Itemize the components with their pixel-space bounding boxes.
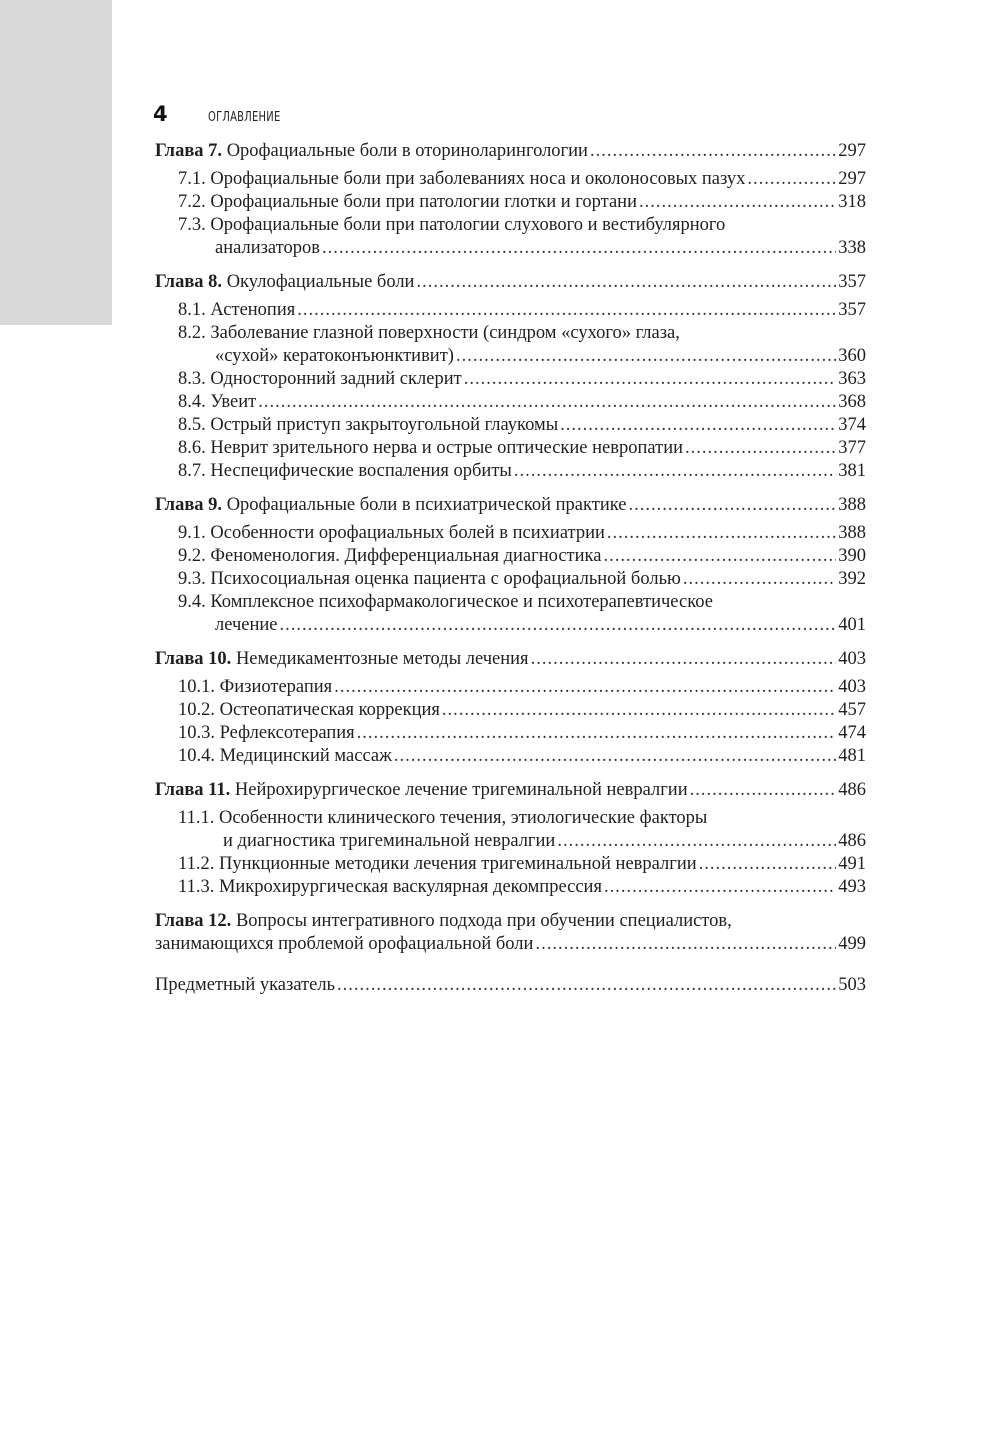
dot-leader (258, 391, 836, 414)
page-number: 4 (153, 102, 168, 126)
dot-leader (690, 779, 837, 802)
page-ref: 363 (838, 369, 866, 389)
dot-leader (683, 568, 836, 591)
dot-leader (357, 722, 837, 745)
chapter-label: Глава 12. (155, 911, 232, 931)
index-title: Предметный указатель (155, 975, 336, 995)
section-number: 10.3. (178, 723, 215, 743)
section-number: 9.3. (178, 569, 206, 589)
toc-entry[interactable] (155, 853, 866, 876)
section-title: Заболевание глазной поверхности (синдром «сухого» глаза, (210, 323, 680, 343)
dot-leader (603, 545, 836, 568)
dot-leader (557, 830, 836, 853)
chapter-label: Глава 10. (155, 649, 232, 669)
page-ref: 491 (838, 854, 866, 874)
dot-leader (531, 648, 837, 671)
chapter-label: Глава 9. (155, 495, 223, 515)
section-number: 8.7. (178, 461, 206, 481)
dot-leader (337, 974, 836, 997)
page-ref: 297 (838, 141, 866, 161)
section-number: 10.2. (178, 700, 215, 720)
toc-entry[interactable] (155, 299, 866, 322)
chapter-title: Нейрохирургическое лечение тригеминальной невралгии (234, 780, 688, 800)
dot-leader (464, 368, 837, 391)
toc-chapter-8 (155, 271, 866, 483)
chapter-label: Глава 7. (155, 141, 223, 161)
toc-chapter-11 (155, 779, 866, 899)
section-number: 7.2. (178, 192, 206, 212)
running-title: ОГЛАВЛЕНИЕ (207, 110, 281, 125)
toc-entry[interactable] (155, 414, 866, 437)
page-ref: 392 (838, 569, 866, 589)
section-title: Особенности орофациальных болей в психиатрии (210, 523, 605, 543)
page-ref: 357 (838, 272, 866, 292)
section-title: Увеит (210, 392, 257, 412)
dot-leader (747, 168, 836, 191)
section-number: 10.1. (178, 677, 215, 697)
section-title-continued: анализаторов (215, 238, 320, 258)
section-number: 8.6. (178, 438, 206, 458)
page-ref: 390 (838, 546, 866, 566)
section-number: 9.4. (178, 592, 206, 612)
chapter-title: Немедикаментозные методы лечения (235, 649, 529, 669)
toc-entry[interactable] (155, 271, 866, 294)
section-title: Психосоциальная оценка пациента с орофациальной болью (210, 569, 681, 589)
toc-entry[interactable] (155, 522, 866, 545)
section-title: Орофациальные боли при патологии слухового и вестибулярного (210, 215, 726, 235)
toc-entry[interactable] (155, 807, 866, 853)
dot-leader (456, 345, 836, 368)
page-ref: 474 (838, 723, 866, 743)
section-number: 9.1. (178, 523, 206, 543)
page-header (153, 102, 293, 126)
section-title: Остеопатическая коррекция (219, 700, 440, 720)
dot-leader (297, 299, 836, 322)
toc-entry-index[interactable] (155, 974, 866, 997)
toc-chapter-10 (155, 648, 866, 768)
toc-entry[interactable] (155, 591, 866, 637)
section-number: 8.1. (178, 300, 206, 320)
dot-leader (280, 614, 837, 637)
page-ref: 377 (838, 438, 866, 458)
section-number: 8.3. (178, 369, 206, 389)
toc-entry[interactable] (155, 779, 866, 802)
toc-entry[interactable] (155, 494, 866, 517)
toc-entry[interactable] (155, 699, 866, 722)
dot-leader (699, 853, 837, 876)
section-title: Феноменология. Дифференциальная диагностика (210, 546, 602, 566)
page-ref: 338 (838, 238, 866, 258)
section-title: Односторонний задний склерит (210, 369, 462, 389)
section-title: Пункционные методики лечения тригеминальной невралгии (218, 854, 697, 874)
dot-leader (604, 876, 836, 899)
toc-chapter-7 (155, 140, 866, 260)
section-number: 10.4. (178, 746, 215, 766)
page-ref: 388 (838, 523, 866, 543)
chapter-title: Вопросы интегративного подхода при обучении специалистов, (235, 911, 732, 931)
page-ref: 499 (838, 934, 866, 954)
chapter-label: Глава 11. (155, 780, 231, 800)
section-number: 7.3. (178, 215, 206, 235)
dot-leader (394, 745, 836, 768)
toc-entry[interactable] (155, 437, 866, 460)
section-title: Неврит зрительного нерва и острые оптические невропатии (210, 438, 683, 458)
chapter-title-continued: занимающихся проблемой орофациальной боли (155, 934, 534, 954)
page-ref: 388 (838, 495, 866, 515)
chapter-label: Глава 8. (155, 272, 223, 292)
toc-entry[interactable] (155, 568, 866, 591)
toc-entry[interactable] (155, 391, 866, 414)
section-title: Орофациальные боли при патологии глотки и гортани (210, 192, 637, 212)
section-number: 11.1. (178, 808, 215, 828)
toc-entry[interactable] (155, 722, 866, 745)
dot-leader (685, 437, 836, 460)
page-ref: 318 (838, 192, 866, 212)
toc-entry[interactable] (155, 676, 866, 699)
page-ref: 457 (838, 700, 866, 720)
section-title-continued: «сухой» кератоконъюнктивит) (215, 346, 454, 366)
dot-leader (560, 414, 836, 437)
toc-entry[interactable] (155, 460, 866, 483)
toc-entry[interactable] (155, 168, 866, 191)
section-number: 11.3. (178, 877, 215, 897)
toc-entry[interactable] (155, 648, 866, 671)
page-ref: 403 (838, 677, 866, 697)
toc-entry[interactable] (155, 545, 866, 568)
dot-leader (322, 237, 836, 260)
toc-chapter-9 (155, 494, 866, 637)
page-ref: 357 (838, 300, 866, 320)
section-title: Неспецифические воспаления орбиты (210, 461, 512, 481)
chapter-title: Орофациальные боли в психиатрической практике (226, 495, 627, 515)
page-ref: 503 (838, 975, 866, 995)
dot-leader (590, 140, 836, 163)
page-ref: 297 (838, 169, 866, 189)
page-ref: 381 (838, 461, 866, 481)
section-title: Рефлексотерапия (219, 723, 355, 743)
section-title: Физиотерапия (219, 677, 333, 697)
section-title: Микрохирургическая васкулярная декомпрессия (218, 877, 602, 897)
toc-entry[interactable] (155, 140, 866, 163)
dot-leader (629, 494, 837, 517)
toc-entry[interactable] (155, 910, 866, 956)
page-ref: 481 (838, 746, 866, 766)
dot-leader (514, 460, 836, 483)
page-ref: 486 (838, 831, 866, 851)
toc-entry[interactable] (155, 876, 866, 899)
toc-entry[interactable] (155, 191, 866, 214)
section-number: 8.2. (178, 323, 206, 343)
dot-leader (639, 191, 836, 214)
page-ref: 486 (838, 780, 866, 800)
page-ref: 360 (838, 346, 866, 366)
dot-leader (334, 676, 836, 699)
section-title: Острый приступ закрытоугольной глаукомы (210, 415, 559, 435)
dot-leader (416, 271, 836, 294)
section-title: Особенности клинического течения, этиологические факторы (218, 808, 708, 828)
section-title-continued: и диагностика тригеминальной невралгии (223, 831, 556, 851)
section-number: 9.2. (178, 546, 206, 566)
toc-entry[interactable] (155, 322, 866, 368)
dot-leader (535, 933, 836, 956)
toc-chapter-12 (155, 910, 866, 956)
toc-entry[interactable] (155, 214, 866, 260)
page-ref: 374 (838, 415, 866, 435)
section-title: Астенопия (210, 300, 296, 320)
toc-entry[interactable] (155, 368, 866, 391)
side-tab-marker (0, 0, 112, 325)
page-ref: 403 (838, 649, 866, 669)
section-number: 8.4. (178, 392, 206, 412)
page-ref: 401 (838, 615, 866, 635)
page-ref: 493 (838, 877, 866, 897)
section-title-continued: лечение (215, 615, 278, 635)
section-number: 7.1. (178, 169, 206, 189)
section-number: 11.2. (178, 854, 215, 874)
section-title: Комплексное психофармакологическое и психотерапевтическое (210, 592, 713, 612)
section-title: Орофациальные боли при заболеваниях носа и околоносовых пазух (210, 169, 746, 189)
page-ref: 368 (838, 392, 866, 412)
dot-leader (607, 522, 836, 545)
chapter-title: Окулофациальные боли (226, 272, 415, 292)
section-title: Медицинский массаж (219, 746, 392, 766)
chapter-title: Орофациальные боли в оториноларингологии (226, 141, 588, 161)
toc-entry[interactable] (155, 745, 866, 768)
section-number: 8.5. (178, 415, 206, 435)
table-of-contents (155, 140, 866, 997)
dot-leader (442, 699, 836, 722)
